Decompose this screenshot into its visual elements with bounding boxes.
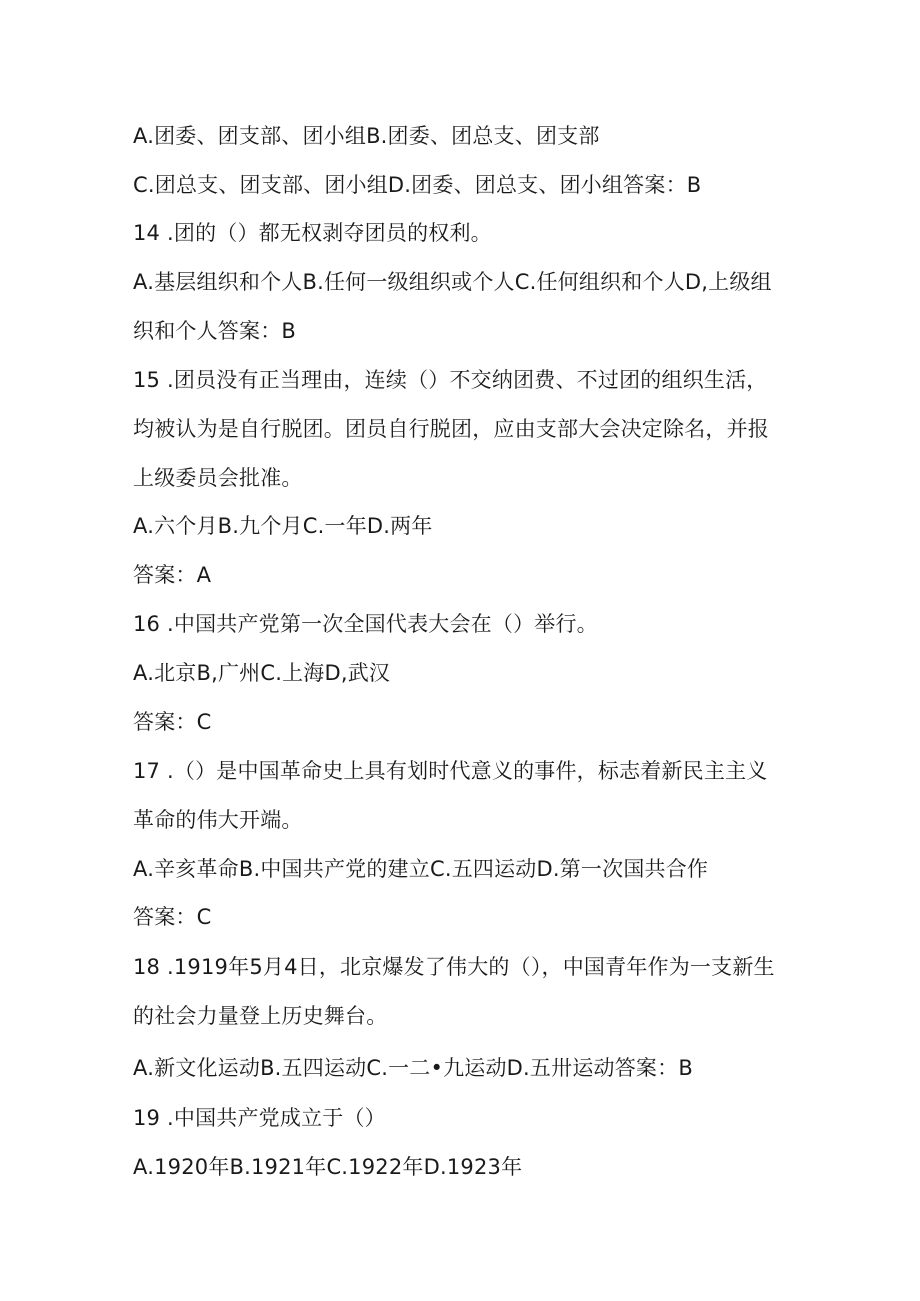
q17-question-line-2: 革命的伟大开端。 (133, 808, 303, 832)
q19-options: A.1920年B.1921年C.1922年D.1923年 (133, 1155, 523, 1179)
q16-options: A.北京B,广州C.上海D,武汉 (133, 661, 391, 685)
q18-options: A.新文化运动B.五四运动C.一二•九运动D.五卅运动答案：B (133, 1056, 693, 1080)
q14-question: 14 .团的（）都无权剥夺团员的权利。 (133, 221, 492, 245)
q18-question-line-2: 的社会力量登上历史舞台。 (133, 1004, 388, 1028)
q14-options-line-2: 织和个人答案：B (133, 319, 297, 343)
q18-question-line-1: 18 .1919年5月4日，北京爆发了伟大的（），中国青年作为一支新生 (133, 955, 775, 979)
q16-answer: 答案：C (133, 710, 212, 734)
q15-answer: 答案：A (133, 563, 212, 587)
q19-question: 19 .中国共产党成立于（） (133, 1106, 386, 1130)
q15-question-line-2: 均被认为是自行脱团。团员自行脱团，应由支部大会决定除名，并报 (133, 417, 769, 441)
q16-question: 16 .中国共产党第一次全国代表大会在（）举行。 (133, 612, 598, 636)
q17-options: A.辛亥革命B.中国共产党的建立C.五四运动D.第一次国共合作 (133, 857, 709, 881)
q15-question-line-3: 上级委员会批准。 (133, 466, 303, 490)
q15-options: A.六个月B.九个月C.一年D.两年 (133, 514, 433, 538)
q17-question-line-1: 17 .（）是中国革命史上具有划时代意义的事件，标志着新民主主义 (133, 759, 768, 783)
q13-options-line-1: A.团委、团支部、团小组B.团委、团总支、团支部 (133, 124, 600, 148)
q13-options-line-2: C.团总支、团支部、团小组D.团委、团总支、团小组答案：B (133, 173, 702, 197)
q14-options-line-1: A.基层组织和个人B.任何一级组织或个人C.任何组织和个人D,上级组 (133, 270, 772, 294)
q15-question-line-1: 15 .团员没有正当理由，连续（）不交纳团费、不过团的组织生活， (133, 368, 768, 392)
q17-answer: 答案：C (133, 905, 212, 929)
